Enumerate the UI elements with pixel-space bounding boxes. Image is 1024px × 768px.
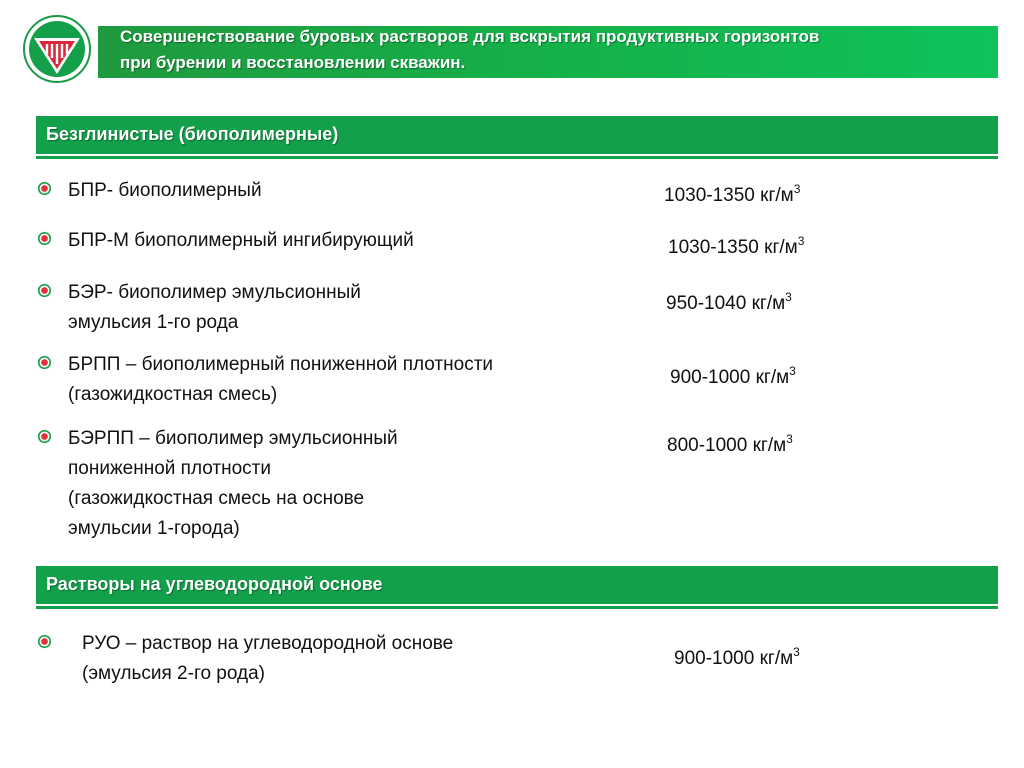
bullet-icon xyxy=(38,430,51,443)
item-text: БРПП – биополимерный пониженной плотности (газожидкостная смесь) xyxy=(68,354,494,405)
bullet-icon xyxy=(38,356,51,369)
section-header-biopolymer xyxy=(36,116,998,156)
density-value: 900-1000 $кг/м^3$ xyxy=(674,645,800,669)
density-value: 950-1040 $кг/м^3$ xyxy=(666,290,792,314)
bullet-icon xyxy=(38,182,51,195)
company-logo xyxy=(22,14,92,84)
density-value: 900-1000 $кг/м^3$ xyxy=(670,364,796,388)
bullet-icon xyxy=(38,284,51,297)
section-title: Растворы на углеводородной основе xyxy=(46,574,383,594)
item-text: БПР- биополимерный xyxy=(68,180,262,201)
density-value: 1030-1350 $кг/м^3$ xyxy=(664,182,801,206)
item-text: БЭР- биополимер эмульсионный эмульсия 1-го рода xyxy=(68,282,361,333)
density-value: 1030-1350 $кг/м^3$ xyxy=(668,234,805,258)
bullet-icon xyxy=(38,232,51,245)
page-title: Совершенствование буровых растворов для вскрытия продуктивных горизонтов при бурении и восстановлении скважин. xyxy=(120,27,820,72)
item-text: РУО – раствор на углеводородной основе (эмульсия 2-го рода) xyxy=(82,633,454,684)
section-header-hydrocarbon xyxy=(36,566,998,606)
item-text: БПР-М биополимерный ингибирующий xyxy=(68,230,414,251)
item-text: БЭРПП – биополимер эмульсионный пониженной плотности (газожидкостная смесь на основе эмульсии 1-города) xyxy=(68,428,398,539)
density-value: 800-1000 $кг/м^3$ xyxy=(667,432,793,456)
section-title: Безглинистые (биополимерные) xyxy=(46,124,339,144)
bullet-icon xyxy=(38,635,51,648)
